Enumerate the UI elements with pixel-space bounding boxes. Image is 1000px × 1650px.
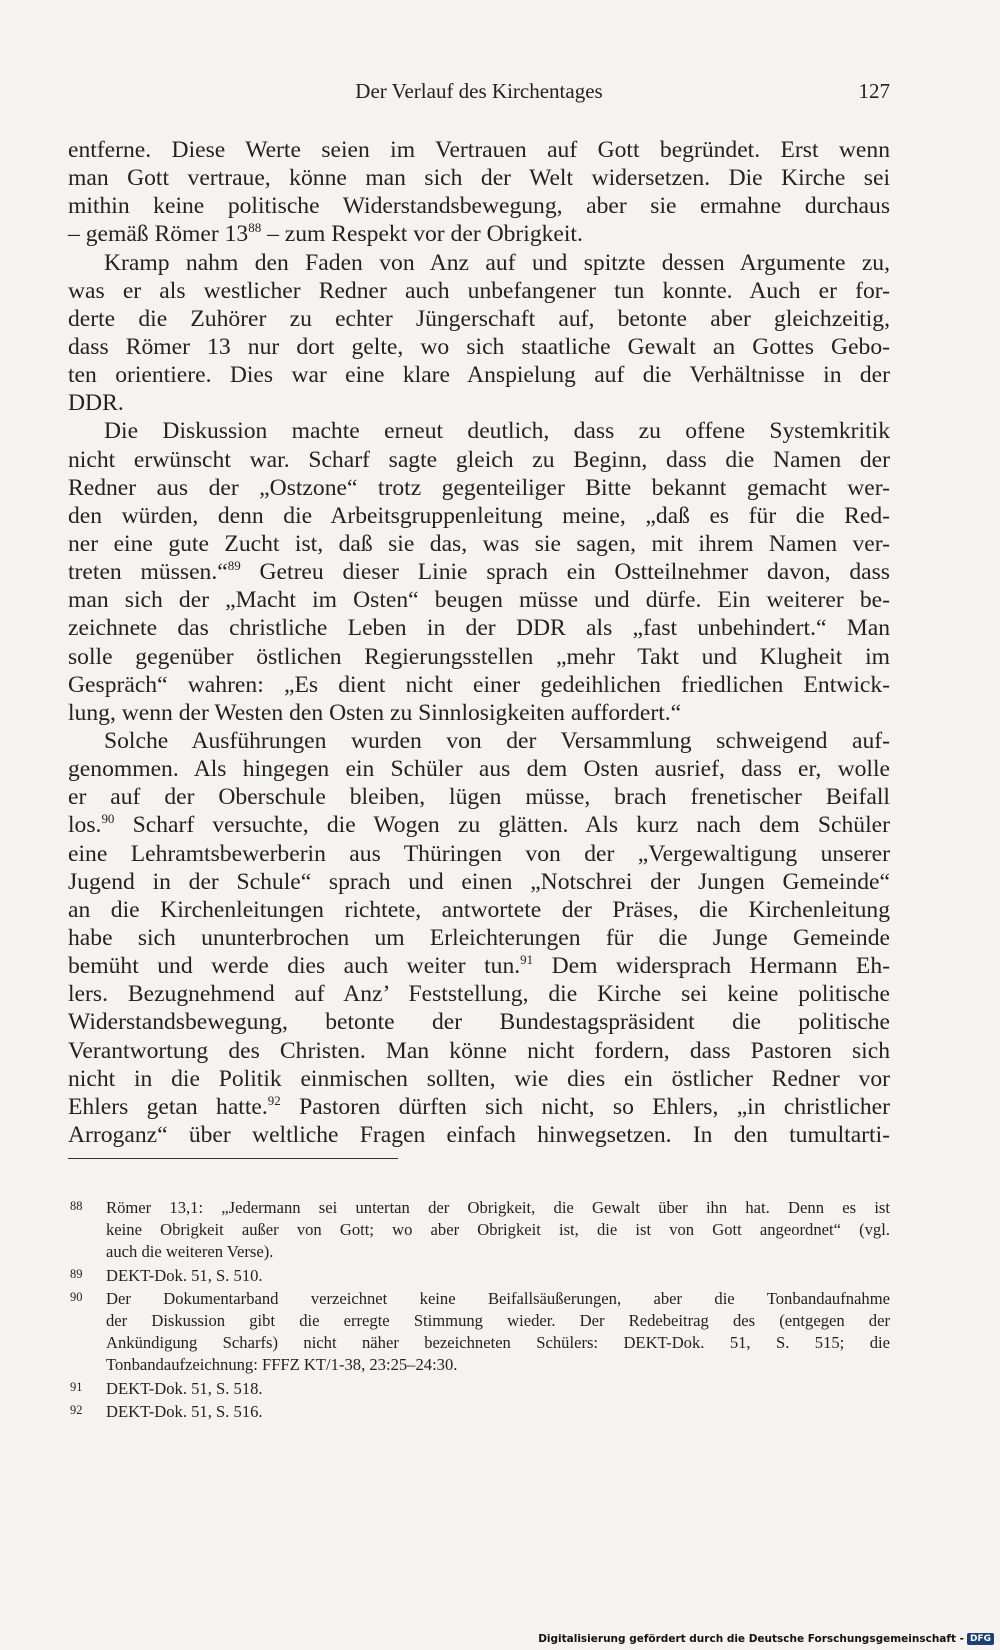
- text-line: Gespräch“ wahren: „Es dient nicht einer gedeihlichen friedlichen Entwick-: [68, 671, 890, 698]
- text-line: eine Lehramtsbewerberin aus Thüringen von der „Vergewaltigung unserer: [68, 840, 890, 867]
- footnote-line: DEKT-Dok. 51, S. 510.: [106, 1265, 263, 1285]
- footnote-ref-92: 92: [267, 1092, 281, 1108]
- text-line: den würden, denn die Arbeitsgruppenleitung meine, „daß es für die Red-: [68, 502, 890, 529]
- footnote-line: der Diskussion gibt die erregte Stimmung wieder. Der Redebeitrag des (entgegen der: [106, 1310, 890, 1330]
- footnote-number: 89: [70, 1266, 83, 1281]
- footnote-92: [68, 1401, 890, 1423]
- text-line: treten müssen.“$^{89}$ Getreu dieser Linie sprach ein Ostteilnehmer davon, dass: [68, 558, 890, 586]
- text-line: Redner aus der „Ostzone“ trotz gegenteiliger Bitte bekannt gemacht wer-: [68, 474, 890, 501]
- footnote-line: Ankündigung Scharfs) nicht näher bezeichneten Schülers: DEKT-Dok. 51, S. 515; die: [106, 1333, 890, 1353]
- text-line: Die Diskussion machte erneut deutlich, dass zu offene Systemkritik: [104, 418, 890, 445]
- footnote-line: Römer 13,1: „Jedermann sei untertan der Obrigkeit, die Gewalt über ihn hat. Denn es ist: [106, 1198, 890, 1217]
- footnote-ref-89: 89: [227, 558, 241, 574]
- footnote-line: DEKT-Dok. 51, S. 516.: [106, 1401, 263, 1421]
- text-line: DDR.: [68, 390, 124, 417]
- text-line: lung, wenn der Westen den Osten zu Sinnlosigkeiten auffordert.“: [68, 699, 682, 726]
- text-line: zeichnete das christliche Leben in der DDR als „fast unbehindert.“ Man: [68, 615, 890, 642]
- footnote-88: [68, 1197, 890, 1264]
- footnote-ref-88: 88: [248, 220, 262, 236]
- text-line: lers. Bezugnehmend auf Anz’ Feststellung, die Kirche sei keine politische: [68, 981, 890, 1008]
- text-line: los.$^{90}$ Scharf versuchte, die Wogen zu glätten. Als kurz nach dem Schüler: [68, 811, 890, 839]
- page-number: 127: [858, 79, 890, 103]
- footnote-number: 90: [70, 1289, 83, 1304]
- footnote-90: [68, 1288, 890, 1377]
- footnote-89: [68, 1265, 890, 1287]
- footnote-divider: [68, 1158, 398, 1159]
- text-line: Verantwortung des Christen. Man könne nicht fordern, dass Pastoren sich: [68, 1037, 890, 1064]
- footnote-ref-90: 90: [101, 811, 115, 827]
- funding-footer: [538, 1633, 994, 1645]
- text-line: Jugend in der Schule“ sprach und einen „Notschrei der Jungen Gemeinde“: [68, 868, 890, 895]
- footnote-line: DEKT-Dok. 51, S. 518.: [106, 1378, 263, 1398]
- text-line: Solche Ausführungen wurden von der Versammlung schweigend auf-: [104, 727, 890, 754]
- text-line: bemüht und werde dies auch weiter tun.$^{91}$ Dem widersprach Hermann Eh-: [68, 952, 890, 980]
- footnote-91: [68, 1378, 890, 1400]
- footnote-number: 92: [70, 1402, 83, 1417]
- text-line: derte die Zuhörer zu echter Jüngerschaft auf, betonte aber gleichzeitig,: [68, 305, 890, 332]
- text-line: nicht in die Politik einmischen sollten, wie dies ein östlicher Redner vor: [68, 1065, 890, 1092]
- text-line: ten orientiere. Dies war eine klare Anspielung auf die Verhältnisse in der: [68, 362, 890, 389]
- text-line: er auf der Oberschule bleiben, lügen müsse, brach frenetischer Beifall: [68, 784, 890, 811]
- text-line: was er als westlicher Redner auch unbefangener tun konnte. Auch er for-: [68, 277, 890, 304]
- running-title: Der Verlauf des Kirchentages: [355, 79, 603, 103]
- footnote-ref-91: 91: [520, 952, 534, 967]
- text-line: mithin keine politische Widerstandsbewegung, aber sie ermahne durchaus: [68, 193, 890, 220]
- footnote-line: Der Dokumentarband verzeichnet keine Beifallsäußerungen, aber die Tonbandaufnahme: [106, 1288, 890, 1308]
- footnote-number: 91: [70, 1379, 83, 1394]
- main-text: [68, 136, 890, 1149]
- text-line: solle gegenüber östlichen Regierungsstellen „mehr Takt und Klugheit im: [68, 643, 890, 670]
- text-line: man Gott vertraue, könne man sich der Welt widersetzen. Die Kirche sei: [68, 165, 890, 192]
- text-line: man sich der „Macht im Osten“ beugen müsse und dürfe. Ein weiterer be-: [68, 587, 890, 614]
- text-line: habe sich ununterbrochen um Erleichterungen für die Junge Gemeinde: [68, 924, 890, 951]
- dfg-logo: DFG: [967, 1633, 994, 1645]
- footnote-line: auch die weiteren Verse).: [106, 1242, 274, 1262]
- text-line: genommen. Als hingegen ein Schüler aus dem Osten ausrief, dass er, wolle: [68, 756, 890, 783]
- text-line: nicht erwünscht war. Scharf sagte gleich zu Beginn, dass die Namen der: [68, 446, 890, 473]
- text-line: Widerstandsbewegung, betonte der Bundestagspräsident die politische: [68, 1009, 890, 1036]
- text-line: – gemäß Römer $13^{88}$ – zum Respekt vor der Obrigkeit.: [68, 220, 583, 248]
- text-line: Arroganz“ über weltliche Fragen einfach hinwegsetzen. In den tumultarti-: [68, 1121, 890, 1148]
- funding-note: Digitalisierung gefördert durch die Deutsche Forschungsgemeinschaft -: [538, 1633, 964, 1645]
- page-header: [68, 79, 890, 109]
- text-line: an die Kirchenleitungen richtete, antwortete der Präses, die Kirchenleitung: [68, 896, 890, 923]
- footnote-number: 88: [70, 1199, 83, 1213]
- footnote-line: keine Obrigkeit außer von Gott; wo aber Obrigkeit ist, die ist von Gott angeordnet“ (vgl.: [106, 1220, 890, 1240]
- footnote-line: Tonbandaufzeichnung: FFFZ KT/1-38, 23:25–24:30.: [106, 1355, 458, 1375]
- text-line: entferne. Diese Werte seien im Vertrauen auf Gott begründet. Erst wenn: [68, 137, 890, 163]
- footnotes: [68, 1197, 890, 1424]
- text-line: dass Römer 13 nur dort gelte, wo sich staatliche Gewalt an Gottes Gebo-: [68, 333, 890, 360]
- text-line: Kramp nahm den Faden von Anz auf und spitzte dessen Argumente zu,: [104, 249, 890, 276]
- text-line: ner eine gute Zucht ist, daß sie das, was sie sagen, mit ihrem Namen ver-: [68, 530, 890, 557]
- text-line: Ehlers getan hatte.$^{92}$ Pastoren dürften sich nicht, so Ehlers, „in christlicher: [68, 1092, 890, 1120]
